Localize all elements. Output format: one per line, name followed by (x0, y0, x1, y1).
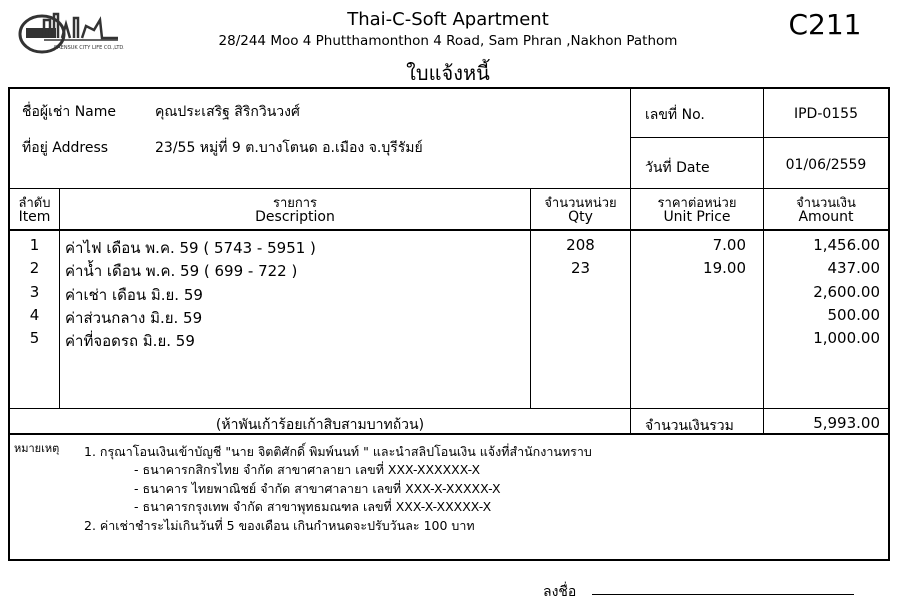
item-no: 4 (29, 306, 40, 324)
total-in-words: (ห้าพันเก้าร้อยเก้าสิบสามบาทถ้วน) (215, 417, 425, 433)
invoice-no-label: เลขที่ No. (645, 107, 705, 123)
item-amount: 2,600.00 (813, 283, 880, 301)
item-desc: ค่าที่จอดรถ มิ.ย. 59 (65, 332, 195, 350)
invoice-no-value: IPD-0155 (793, 106, 859, 122)
item-desc: ค่าส่วนกลาง มิ.ย. 59 (65, 309, 203, 327)
item-no: 3 (29, 283, 40, 301)
svg-text:SAENSUK CITY LIFE CO.,LTD.: SAENSUK CITY LIFE CO.,LTD. (54, 45, 124, 51)
col-qty-en: Qty (568, 209, 593, 225)
item-amount: 500.00 (827, 306, 880, 324)
item-price: 7.00 (712, 236, 746, 254)
col-price-th: ราคาต่อหน่วย (657, 196, 737, 211)
invoice-date-label: วันที่ Date (645, 160, 710, 176)
col-price-en: Unit Price (663, 209, 731, 225)
tenant-name-value: คุณประเสริฐ สิริกวินวงศ์ (155, 104, 300, 120)
item-amount: 1,000.00 (813, 329, 880, 347)
item-qty: 208 (566, 236, 595, 254)
total-label: จำนวนเงินรวม (645, 418, 734, 434)
bank-account-3: - ธนาคารกรุงเทพ จำกัด สาขาพุทธมณฑล เลขที่ XXX-X-XXXXX-X (134, 499, 492, 514)
col-item-en: Item (18, 209, 51, 225)
col-amount-en: Amount (798, 209, 854, 225)
item-qty: 23 (570, 259, 591, 277)
document-title: ใบแจ้งหนี้ (406, 61, 490, 85)
bank-account-1: - ธนาคารกสิกรไทย จำกัด สาขาศาลายา เลขที่ XXX-XXXXXX-X (134, 462, 481, 477)
note-line-1: 1. กรุณาโอนเงินเข้าบัญชี "นาย จิตติศักดิ์ พิมพ์นนท์ " และนำสลิปโอนเงิน แจ้งที่สำนักงานทราบ (84, 444, 592, 459)
signature-label: ลงชื่อ (543, 584, 577, 600)
item-desc: ค่าไฟ เดือน พ.ค. 59 ( 5743 - 5951 ) (65, 239, 316, 257)
item-no: 2 (29, 259, 40, 277)
company-address: 28/244 Moo 4 Phutthamonthon 4 Road, Sam Phran ,Nakhon Pathom (218, 33, 678, 49)
item-desc: ค่าน้ำ เดือน พ.ค. 59 ( 699 - 722 ) (65, 262, 298, 280)
company-name: Thai-C-Soft Apartment (347, 9, 549, 30)
invoice-date-value: 01/06/2559 (785, 157, 867, 173)
room-number: C211 (788, 8, 862, 41)
item-price: 19.00 (703, 259, 746, 277)
tenant-address-label: ที่อยู่ Address (22, 140, 109, 156)
signature-line (592, 594, 854, 595)
item-no: 5 (29, 329, 40, 347)
item-amount: 437.00 (827, 259, 880, 277)
col-amount-th: จำนวนเงิน (796, 196, 856, 211)
notes-label: หมายเหตุ (14, 442, 60, 455)
tenant-address-value: 23/55 หมู่ที่ 9 ต.บางโตนด อ.เมือง จ.บุรีรัมย์ (155, 140, 423, 156)
col-desc-th: รายการ (272, 196, 318, 211)
bank-account-2: - ธนาคาร ไทยพาณิชย์ จำกัด สาขาศาลายา เลขที่ XXX-X-XXXXX-X (134, 481, 501, 496)
company-logo (14, 6, 124, 56)
total-amount: 5,993.00 (813, 414, 880, 432)
col-qty-th: จำนวนหน่วย (544, 196, 617, 211)
col-item-th: ลำดับ (18, 196, 51, 211)
item-amount: 1,456.00 (813, 236, 880, 254)
item-no: 1 (29, 236, 40, 254)
note-line-2: 2. ค่าเช่าชำระไม่เกินวันที่ 5 ของเดือน เกินกำหนดจะปรับวันละ 100 บาท (84, 518, 475, 533)
tenant-name-label: ชื่อผู้เช่า Name (22, 104, 117, 120)
item-desc: ค่าเช่า เดือน มิ.ย. 59 (65, 286, 203, 304)
col-desc-en: Description (255, 209, 335, 225)
